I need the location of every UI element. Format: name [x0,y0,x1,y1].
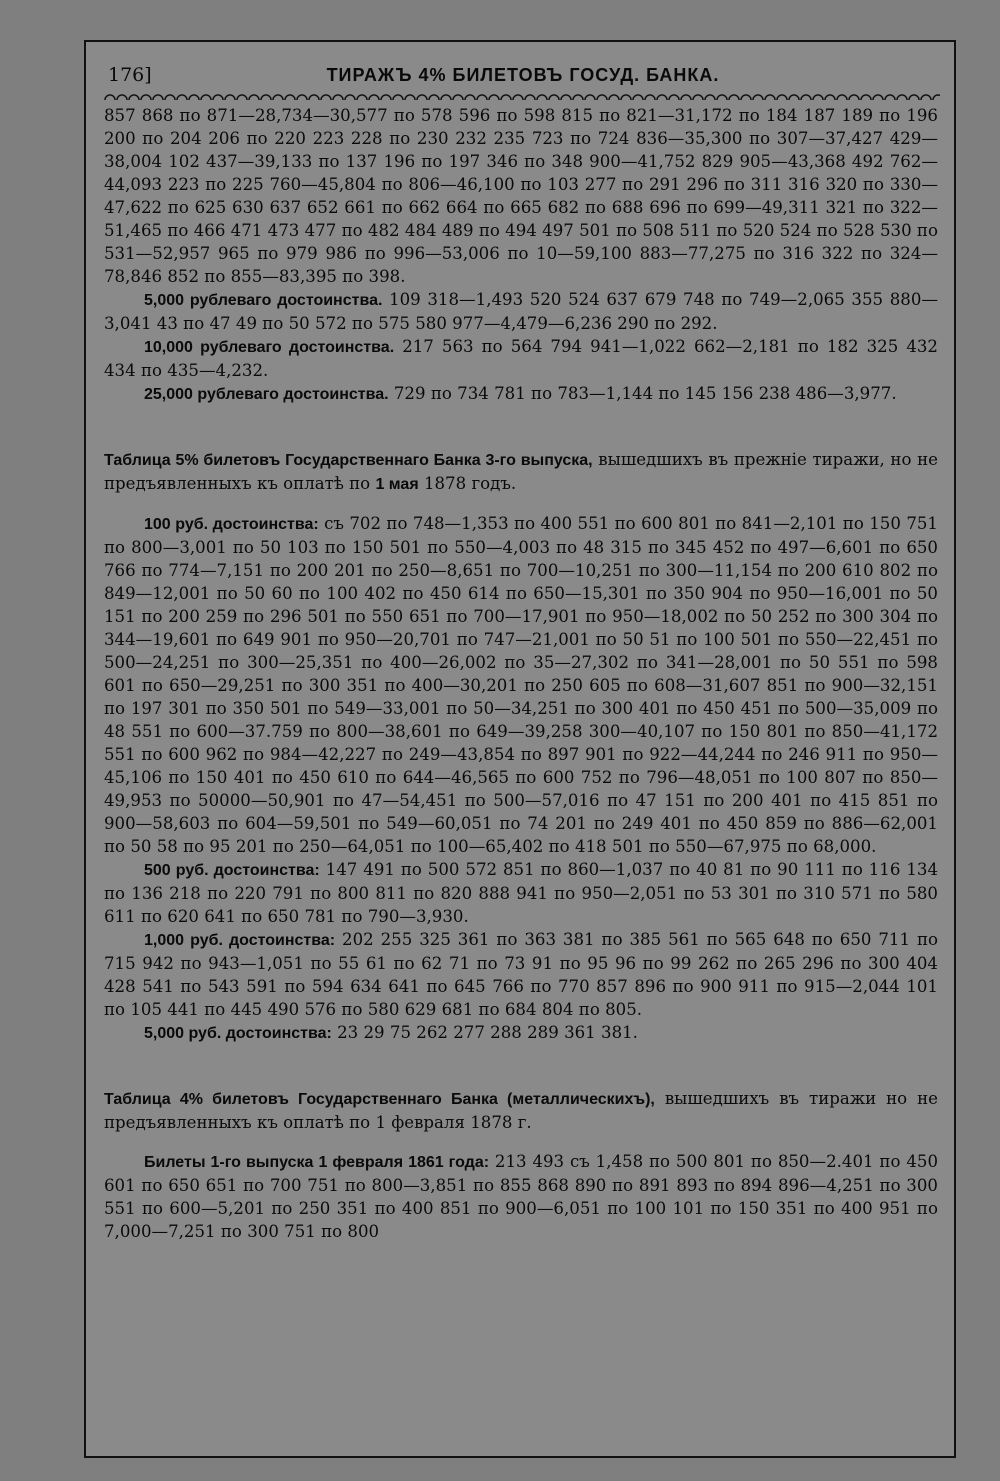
heading-text: вышедшихъ въ тиражи но не предъявленныхъ къ оплатѣ по 1 февраля 1878 г. [104,1089,938,1132]
page-number: 176] [108,64,152,86]
paragraph-1000-rub [104,928,938,1021]
section-heading-5pct [104,448,938,496]
paragraph-25000-rub [104,382,938,406]
denomination-label: 25,000 рублеваго достоинства. [144,386,389,403]
paragraph-500-rub [104,858,938,928]
section-gap [104,1138,938,1150]
ticket-numbers: 109 318—1,493 520 524 637 679 748 по 749—2,065 355 880—3,041 43 по 47 49 по 50 572 по 575 580 977—4,479—6,236 290 по 292. [104,290,938,333]
ticket-numbers: 729 по 734 781 по 783—1,144 по 145 156 238 486—3,977. [393,384,897,403]
page-header [108,60,938,90]
section-gap [104,406,938,424]
heading-bold-text: Таблица 5% билетовъ Государственнаго Банка 3-го выпуска, [104,452,593,469]
paragraph-first-issue-1861 [104,1150,938,1243]
paragraph-5000-rub [104,288,938,335]
heading-text: вышедшихъ въ прежніе тиражи, но не предъявленныхъ къ оплатѣ по [104,450,938,493]
denomination-label: 100 руб. достоинства: [144,516,319,533]
section-gap [104,500,938,512]
paragraph-100-rub [104,512,938,858]
heading-year: 1878 годъ. [423,474,517,493]
heading-bold-text: Таблица 4% билетовъ Государственнаго Банка (металлическихъ), [104,1091,655,1108]
denomination-label: 5,000 рублеваго достоинства. [144,292,383,309]
denomination-label: 500 руб. достоинства: [144,862,320,879]
running-title: ТИРАЖЪ 4% БИЛЕТОВЪ ГОСУД. БАНКА. [326,65,720,85]
wavy-rule-divider [104,90,940,100]
document-page [84,40,956,1458]
ticket-numbers: 213 493 съ 1,458 по 500 801 по 850—2.401 по 450 601 по 650 651 по 700 751 по 800—3,851 по 855 868 890 по 891 893 по 894 896—4,251 по 300 551 по 600—5,201 по 250 351 по 400 851 по 900—6,051 по 100 101 по 150 351 по 400 951 по 7,000—7,251 по 300 751 по 800 [104,1152,938,1241]
ticket-numbers: 202 255 325 361 по 363 381 по 385 561 по 565 648 по 650 711 по 715 942 по 943—1,051 по 55 61 по 62 71 по 73 91 по 95 96 по 99 262 по 265 296 по 300 404 428 541 по 543 591 по 594 634 641 по 645 766 по 770 857 896 по 900 911 по 915—2,044 101 по 105 441 по 445 490 576 по 580 629 681 по 684 804 по 805. [104,930,938,1019]
issue-label: Билеты 1-го выпуска 1 февраля 1861 года: [144,1154,490,1171]
ticket-numbers: 147 491 по 500 572 851 по 860—1,037 по 40 81 по 90 111 по 116 134 по 136 218 по 220 791 по 800 811 по 820 888 941 по 950—2,051 по 53 301 по 310 571 по 580 611 по 620 641 по 650 781 по 790—3,930. [104,860,938,926]
denomination-label: 5,000 руб. достоинства: [144,1025,332,1042]
section-gap [104,1045,938,1063]
paragraph-5000-rub-2 [104,1021,938,1045]
paragraph-10000-rub [104,335,938,382]
ticket-numbers: съ 702 по 748—1,353 по 400 551 по 600 801 по 841—2,101 по 150 751 по 800—3,001 по 50 103 по 150 501 по 550—4,003 по 48 315 по 345 452 по 497—6,601 по 650 766 по 774—7,151 по 200 201 по 250—8,651 по 700—10,251 по 300—11,154 по 200 610 802 по 849—12,001 по 50 60 по 100 402 по 450 614 по 650—15,301 по 350 904 по 950—16,001 по 50 151 по 200 259 по 296 501 по 550 651 по 700—17,901 по 950—18,002 по 50 252 по 300 304 по 344—19,601 по 649 901 по 950—20,701 по 747—21,001 по 50 51 по 100 501 по 550—22,451 по 500—24,251 по 300—25,351 по 400—26,002 по 35—27,302 по 341—28,001 по 50 551 по 598 601 по 650—29,251 по 300 351 по 400—30,201 по 250 605 по 608—31,607 851 по 900—32,151 по 197 301 по 350 501 по 549—33,001 по 50—34,251 по 300 401 по 450 451 по 500—35,009 по 48 551 по 600—37.759 по 800—38,601 по 649—39,258 300—40,107 по 150 801 по 850—41,172 551 по 600 962 по 984—42,227 по 249—43,854 по 897 901 по 922—44,244 по 246 911 по 950—45,106 по 150 401 по 450 610 по 644—46,565 по 600 752 по 796—48,051 по 100 807 по 850—49,953 по 50000—50,901 по 47—54,451 по 500—57,016 по 47 151 по 200 401 по 415 851 по 900—58,603 по 604—59,501 по 549—60,051 по 74 201 по 249 401 по 450 859 по 886—62,001 по 50 58 по 95 201 по 250—64,051 по 100—65,402 по 418 501 по 550—67,975 по 68,000. [104,514,938,856]
document-body [104,104,938,1243]
heading-date-bold: 1 мая [375,476,419,493]
paragraph-4pct-continuation: 857 868 по 871—28,734—30,577 по 578 596 по 598 815 по 821—31,172 по 184 187 189 по 196 200 по 204 206 по 220 223 228 по 230 232 235 723 по 724 836—35,300 по 307—37,427 429—38,004 102 437—39,133 по 137 196 по 197 346 по 348 900—41,752 829 905—43,368 492 762—44,093 223 по 225 760—45,804 по 806—46,100 по 103 277 по 291 296 по 311 316 320 по 330—47,622 по 625 630 637 652 661 по 662 664 по 665 682 по 688 696 по 699—49,311 321 по 322—51,465 по 466 471 473 477 по 482 484 489 по 494 497 501 по 508 511 по 520 524 по 528 530 по 531—52,957 965 по 979 986 по 996—53,006 по 10—59,100 883—77,275 по 316 322 по 324—78,846 852 по 855—83,395 по 398. [104,106,938,286]
ticket-numbers: 23 29 75 262 277 288 289 361 381. [337,1023,638,1042]
denomination-label: 1,000 руб. достоинства: [144,932,336,949]
section-heading-4pct-metal [104,1087,938,1134]
denomination-label: 10,000 рублеваго достоинства. [144,339,395,356]
ticket-numbers: 217 563 по 564 794 941—1,022 662—2,181 по 182 325 432 434 по 435—4,232. [104,337,938,380]
